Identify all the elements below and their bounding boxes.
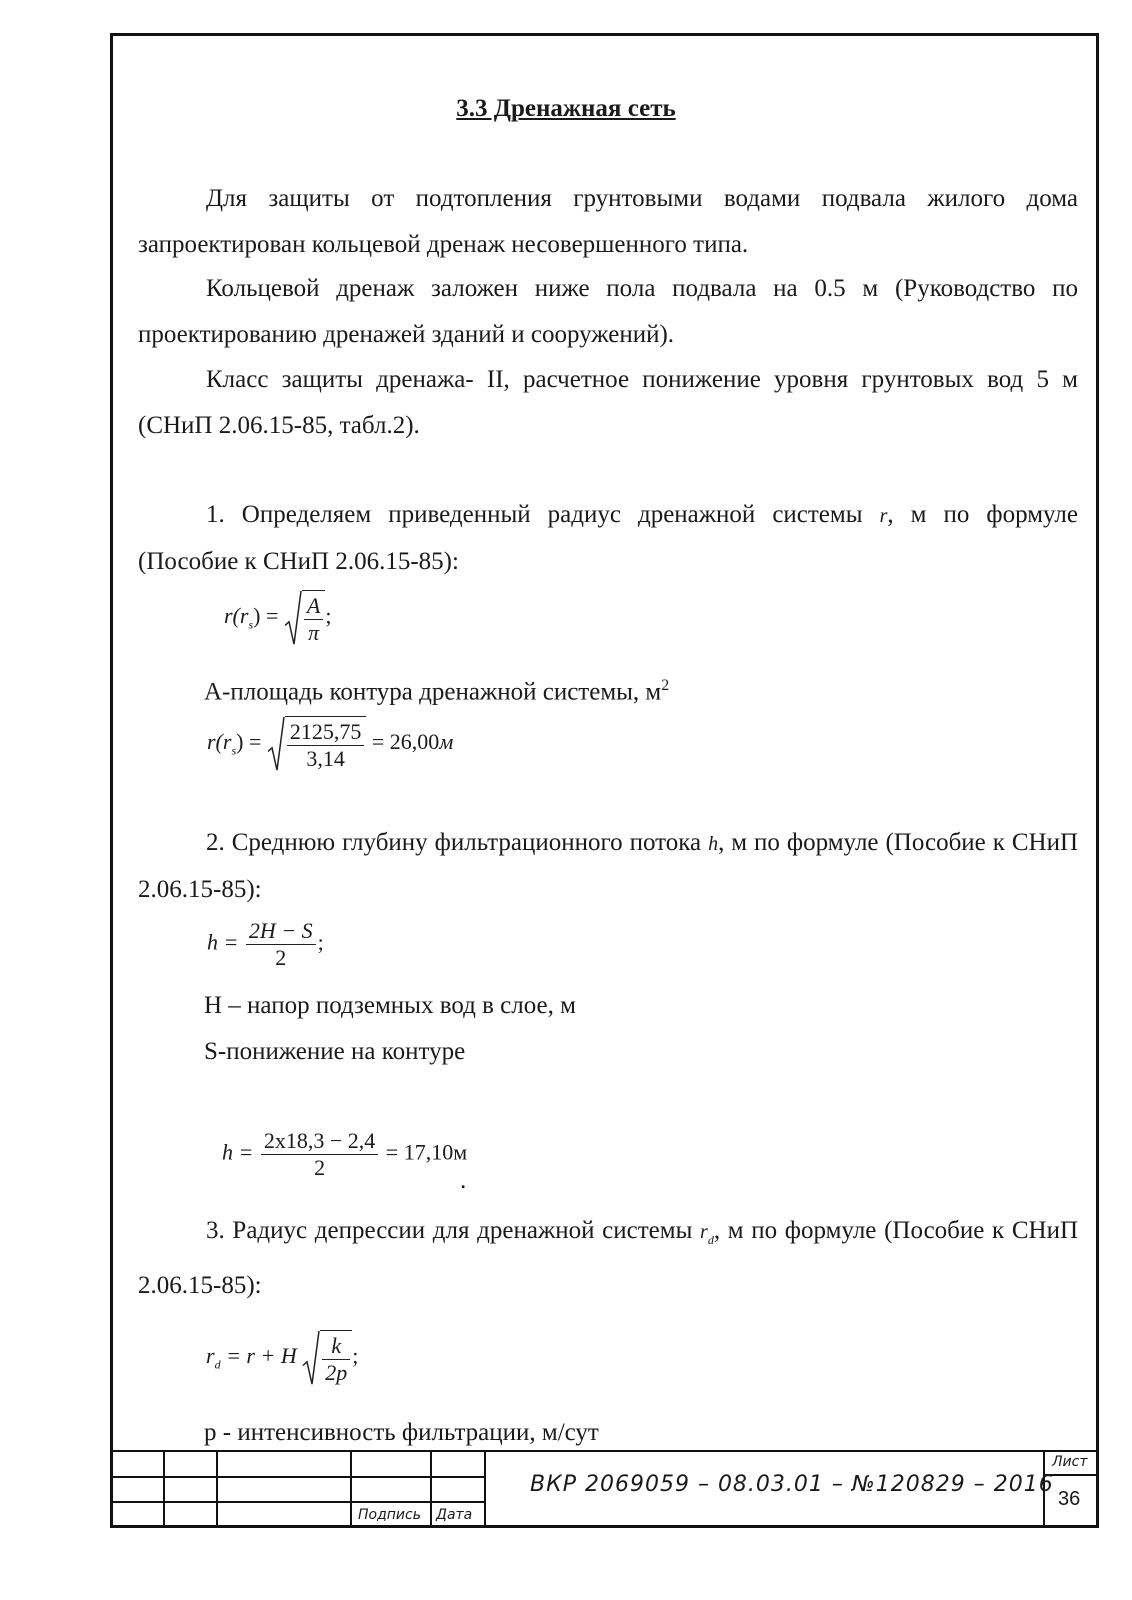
paragraph-purpose: Для защиты от подтопления грунтовыми водами подвала жилого дома запроектирован кольцевой дренаж несовершенного типа. (138, 185, 1078, 258)
sqrt-symbol: $\frac{2125,75}{3,14}$ (267, 716, 367, 772)
sheet-number: 36 (1058, 1488, 1081, 1510)
section-title: 3.3 Дренажная сеть (456, 95, 676, 122)
paragraph-class: Класс защиты дренажа- II, расчетное понижение уровня грунтовых вод 5 м (СНиП 2.06.15-85, табл.2). (138, 366, 1078, 439)
date-label: Дата (436, 1507, 473, 1523)
var-rd: r (700, 1221, 708, 1243)
signature-label: Подпись (358, 1507, 421, 1523)
paragraph-step-2: 2. Среднюю глубину фильтрационного потока h, м по формуле (Пособие к СНиП 2.06.15-85): (138, 829, 1078, 903)
formula-depression-radius: $r_d = r + H$ $\frac{k}{2p}$ ; (206, 1330, 358, 1386)
trailing-dot: . (460, 1167, 467, 1194)
sqrt-symbol: $\frac{A}{\pi}$ (284, 590, 325, 646)
paragraph-step-3: 3. Радиус депрессии для дренажной системы $r_d$, м по формуле (Пособие к СНиП 2.06.15-85): (138, 1217, 1078, 1299)
p-definition: p - интенсивность фильтрации, м/сут (204, 1419, 599, 1446)
var-h: h (708, 833, 719, 855)
formula-depth-calc: h = $\frac{2x18,3 - 2,4}{2}$ = 17,10м (222, 1128, 468, 1180)
paragraph-depth: Кольцевой дренаж заложен ниже пола подвала на 0.5 м (Руководство по проектированию дренажей зданий и сооружений). (138, 275, 1078, 348)
formula-radius: $r(r_s)$ = $\frac{A}{\pi}$ ; (224, 590, 331, 646)
sheet-label: Лист (1052, 1454, 1088, 1470)
formula-depth: h = $\frac{2H - S}{2}$ ; (207, 918, 324, 970)
formula-radius-calc: $r(r_s)$ = $\frac{2125,75}{3,14}$ = 26,00м (207, 716, 453, 772)
h-definition: H – напор подземных вод в слое, м (204, 992, 576, 1019)
area-definition: А-площадь контура дренажной системы, $м^2$ (204, 677, 670, 706)
s-definition: S-понижение на контуре (204, 1038, 466, 1065)
paragraph-step-1: 1. Определяем приведенный радиус дренажной системы r, м по формуле (Пособие к СНиП 2.06.15-85): (138, 501, 1078, 575)
title-block (110, 1450, 1099, 1528)
document-code: ВКР 2069059 – 08.03.01 – №120829 – 2016 (530, 1472, 1054, 1497)
var-r: r (879, 505, 888, 527)
sqrt-symbol: $\frac{k}{2p}$ (302, 1330, 352, 1386)
